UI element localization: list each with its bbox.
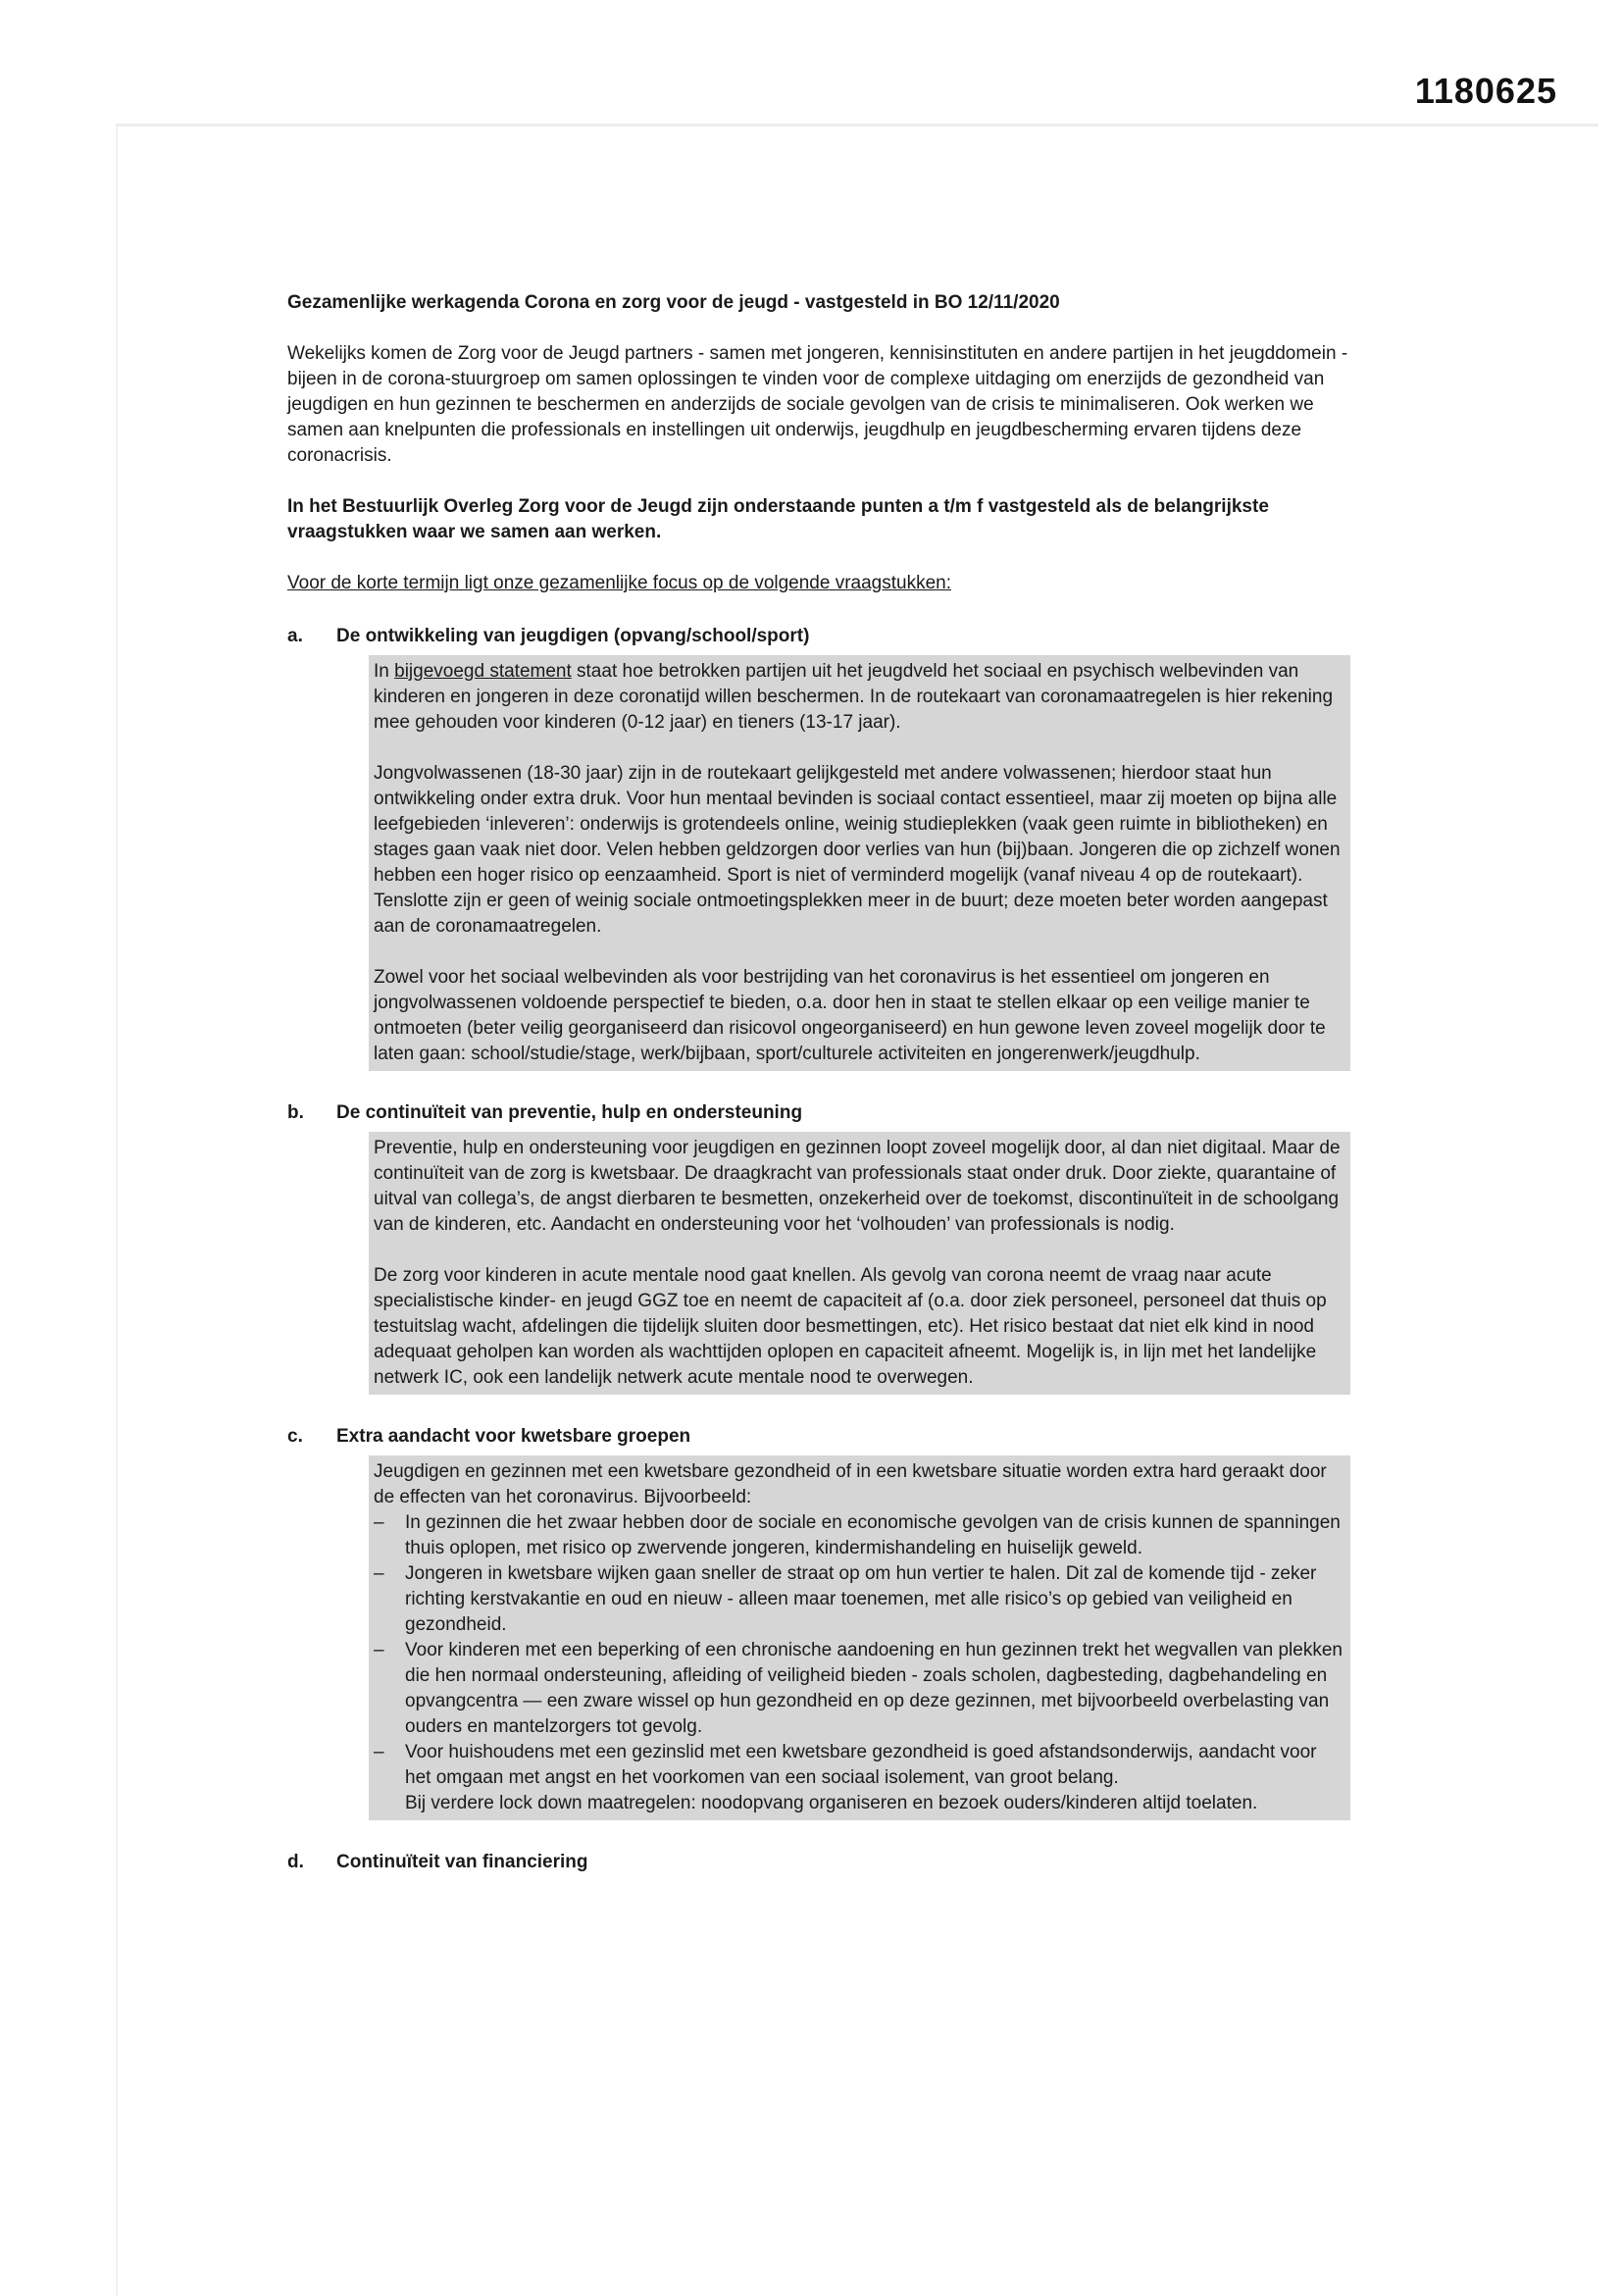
bullet-item bbox=[374, 1740, 1346, 1791]
section-d-heading-row bbox=[287, 1850, 1350, 1875]
section-a-heading-row bbox=[287, 624, 1350, 649]
section-b-letter: b. bbox=[287, 1102, 304, 1123]
section-b-paragraph-2: De zorg voor kinderen in acute mentale nood gaat knellen. Als gevolg van corona neemt de vraag naar acute specialistische kinder- en jeugd GGZ toe en neemt de capaciteit af (o.a. door ziek personeel, personeel dat thuis op testuitslag wacht, afdelingen die tijdelijk sluiten door besmettingen, etc). Het risico bestaat dat niet elk kind in nood adequaat geholpen kan worden als wachttijden oplopen en capaciteit afneemt. Mogelijk is, in lijn met het landelijke netwerk IC, ook een landelijk netwerk acute mentale nood te overwegen. bbox=[374, 1265, 1327, 1388]
section-d bbox=[287, 1850, 1350, 1875]
section-a-letter: a. bbox=[287, 626, 303, 646]
section-c-highlight-block bbox=[369, 1455, 1350, 1820]
section-c-intro: Jeugdigen en gezinnen met een kwetsbare gezondheid of in een kwetsbare situatie worden extra hard geraakt door de effecten van het coronavirus. Bijvoorbeeld: bbox=[374, 1461, 1327, 1507]
section-a-paragraph-3: Zowel voor het sociaal welbevinden als voor bestrijding van het coronavirus is het essentieel om jongeren en jongvolwassenen voldoende perspectief te bieden, o.a. door hen in staat te stellen elkaar op een veilige manier te ontmoeten (beter veilig georganiseerd dan risicovol ongeorganiseerd) en hun gewone leven zoveel mogelijk door te laten gaan: school/studie/stage, werk/bijbaan, sport/culturele activiteiten en jongerenwerk/jeugdhulp. bbox=[374, 967, 1326, 1064]
section-c-heading-row bbox=[287, 1424, 1350, 1450]
section-a-heading: De ontwikkeling van jeugdigen (opvang/school/sport) bbox=[336, 626, 810, 646]
section-c-heading: Extra aandacht voor kwetsbare groepen bbox=[336, 1426, 691, 1447]
section-b bbox=[287, 1100, 1350, 1395]
dash-bullet-marker: – bbox=[374, 1512, 384, 1533]
document-content bbox=[287, 290, 1350, 1881]
intro-paragraph: Wekelijks komen de Zorg voor de Jeugd partners - samen met jongeren, kennisinstituten en andere partijen in het jeugddomein - bijeen in de corona-stuurgroep om samen oplossingen te vinden voor de complexe uitdaging om enerzijds de gezondheid van jeugdigen en hun gezinnen te beschermen en anderzijds de sociale gevolgen van de crisis te minimaliseren. Ook werken we samen aan knelpunten die professionals en instellingen uit onderwijs, jeugdhulp en jeugdbescherming ervaren tijdens deze coronacrisis. bbox=[287, 343, 1348, 466]
bullet-item bbox=[374, 1638, 1346, 1740]
section-b-heading-row bbox=[287, 1100, 1350, 1126]
section-a-paragraph-2: Jongvolwassenen (18-30 jaar) zijn in de routekaart gelijkgesteld met andere volwassenen; hierdoor staat hun ontwikkeling onder extra druk. Voor hun mentaal bevinden is sociaal contact essentieel, maar zij moeten op bijna alle leefgebieden ‘inleveren’: onderwijs is grotendeels online, weinig studieplekken (vaak geen ruimte in bibliotheken) en stages gaan vaak niet door. Velen hebben geldzorgen door verlies van hun (bij)baan. Jongeren die op zichzelf wonen hebben een hoger risico op eenzaamheid. Sport is niet of verminderd mogelijk (vanaf niveau 4 op de routekaart). Tenslotte zijn er geen of weinig sociale ontmoetingsplekken meer in de buurt; deze moeten beter worden aangepast aan de coronamaatregelen. bbox=[374, 763, 1341, 937]
section-d-letter: d. bbox=[287, 1852, 304, 1872]
focus-heading: Voor de korte termijn ligt onze gezamenlijke focus op de volgende vraagstukken: bbox=[287, 573, 952, 593]
section-b-highlight-block bbox=[369, 1132, 1350, 1395]
section-b-paragraph-1: Preventie, hulp en ondersteuning voor jeugdigen en gezinnen loopt zoveel mogelijk door, al dan niet digitaal. Maar de continuïteit van de zorg is kwetsbaar. De draagkracht van professionals staat onder druk. Door ziekte, quarantaine of uitval van collega’s, de angst dierbaren te besmetten, onzekerheid over de toekomst, discontinuïteit in de schoolgang van de kinderen, etc. Aandacht en ondersteuning voor het ‘volhouden’ van professionals is nodig. bbox=[374, 1138, 1341, 1235]
bullet-text: Voor huishoudens met een gezinslid met een kwetsbare gezondheid is goed afstandsonderwijs, aandacht voor het omgaan met angst en het voorkomen van een sociaal isolement, van groot belang. bbox=[405, 1742, 1317, 1788]
document-title: Gezamenlijke werkagenda Corona en zorg voor de jeugd - vastgesteld in BO 12/11/2020 bbox=[287, 292, 1060, 313]
section-c-closing: Bij verdere lock down maatregelen: noodopvang organiseren en bezoek ouders/kinderen altijd toelaten. bbox=[405, 1793, 1258, 1813]
dash-bullet-marker: – bbox=[374, 1640, 384, 1660]
page-number: 1180625 bbox=[1414, 71, 1557, 111]
section-c bbox=[287, 1424, 1350, 1820]
section-d-heading: Continuïteit van financiering bbox=[336, 1852, 588, 1872]
bullet-item bbox=[374, 1561, 1346, 1638]
section-b-heading: De continuïteit van preventie, hulp en ondersteuning bbox=[336, 1102, 803, 1123]
dash-bullet-marker: – bbox=[374, 1563, 384, 1584]
bullet-text: In gezinnen die het zwaar hebben door de sociale en economische gevolgen van de crisis kunnen de spanningen thuis oplopen, met risico op zwervende jongeren, kindermishandeling en huiselijk geweld. bbox=[405, 1512, 1341, 1558]
section-a-highlight-block bbox=[369, 655, 1350, 1071]
bullet-text: Voor kinderen met een beperking of een chronische aandoening en hun gezinnen trekt het wegvallen van plekken die hen normaal ondersteuning, afleiding of veiligheid bieden - zoals scholen, dagbesteding, dagbehandeling en opvangcentra — een zware wissel op hun gezondheid en op deze gezinnen, met bijvoorbeeld overbelasting van ouders en mantelzorgers tot gevolg. bbox=[405, 1640, 1343, 1737]
paragraph-text: staat hoe betrokken partijen uit het jeugdveld het sociaal en psychisch welbevinden van kinderen en jongeren in deze coronatijd willen beschermen. In de routekaart van coronamaatregelen is hier rekening mee gehouden voor kinderen (0-12 jaar) en tieners (13-17 jaar). bbox=[374, 661, 1334, 733]
section-a bbox=[287, 624, 1350, 1071]
paragraph-text: In bbox=[374, 661, 395, 682]
section-c-letter: c. bbox=[287, 1426, 303, 1447]
statement-link[interactable]: bijgevoegd statement bbox=[394, 661, 572, 682]
bullet-item bbox=[374, 1510, 1346, 1561]
dash-bullet-marker: – bbox=[374, 1742, 384, 1762]
section-a-paragraph-1 bbox=[374, 659, 1346, 736]
bold-statement: In het Bestuurlijk Overleg Zorg voor de Jeugd zijn onderstaande punten a t/m f vastgesteld als de belangrijkste vraagstukken waar we samen aan werken. bbox=[287, 496, 1269, 542]
bullet-text: Jongeren in kwetsbare wijken gaan sneller de straat op om hun vertier te halen. Dit zal de komende tijd - zeker richting kerstvakantie en oud en nieuw - alleen maar toenemen, met alle risico’s op gebied van veiligheid en gezondheid. bbox=[405, 1563, 1317, 1635]
